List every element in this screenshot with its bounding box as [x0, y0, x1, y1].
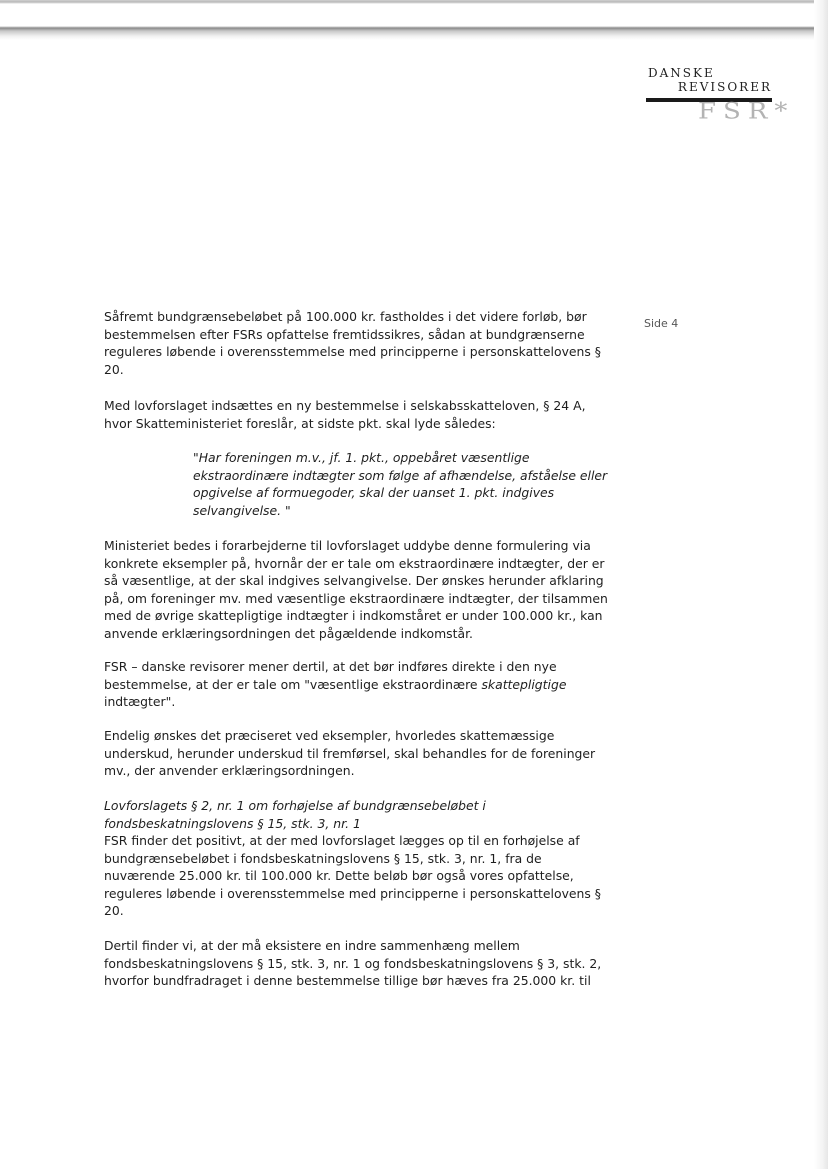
logo-line-revisorer: REVISORER: [677, 80, 772, 94]
logo-line-danske: DANSKE: [648, 66, 715, 80]
scan-top-edge: [0, 0, 828, 40]
paragraph-fsr-mener-text-a: FSR – danske revisorer mener dertil, at det bør indføres direkte i den nye bestemmelse, at der er tale om "væsentlige ekstraordinære: [104, 659, 557, 692]
paragraph-ministeriet: Ministeriet bedes i forarbejderne til lovforslaget uddybe denne formulering via konkrete eksempler på, hvornår der er tale om ekstraordinære indtægter, der er så væsentlige, at der skal indgives selvangivelse. Der ønskes herunder afklaring på, om foreninger mv. med væsentlige ekstraordinære indtægter, der tilsammen med de øvrige skattepligtige indtægter i indkomståret er under 100.000 kr., kan anvende erklæringsordningen det pågældende indkomstår.: [104, 538, 608, 641]
page-number: Side 4: [644, 317, 679, 330]
paragraph-selskabsskat: Med lovforslaget indsættes en ny bestemmelse i selskabsskatteloven, § 24 A, hvor Skatteministeriet foreslår, at sidste pkt. skal lyde således:: [104, 398, 586, 431]
section-heading: Lovforslagets § 2, nr. 1 om forhøjelse af bundgrænsebeløbet i fondsbeskatningslovens § 15, stk. 3, nr. 1: [104, 798, 486, 831]
paragraph-fsr-mener: [104, 658, 624, 711]
emphasis-skattepligtige: skattepligtige: [481, 676, 567, 692]
paragraph-underskud: Endelig ønskes det præciseret ved eksempler, hvorledes skattemæssige underskud, herunder underskud til fremførsel, skal behandles for de foreninger mv., der anvender erklæringsordningen.: [104, 728, 596, 778]
paragraph-dertil: Dertil finder vi, at der må eksistere en indre sammenhæng mellem fondsbeskatningslovens § 15, stk. 3, nr. 1 og fondsbeskatningslovens § 3, stk. 2, hvorfor bundfradraget i denne bestemmelse tillige bør hæves fra 25.000 kr. til: [104, 938, 602, 988]
paragraph-fsr-mener-text-b: indtægter".: [104, 694, 176, 709]
fsr-logo-mark: FSR*: [698, 99, 795, 125]
danske-revisorer-logo: [640, 66, 795, 132]
quoted-provision: "Har foreningen m.v., jf. 1. pkt., oppebåret væsentlige ekstraordinære indtægter som følge af afhændelse, afståelse eller opgivelse af formuegoder, skal der uanset 1. pkt. indgives selvangivelse. ": [193, 450, 608, 518]
paragraph-bundgraense: Såfremt bundgrænsebeløbet på 100.000 kr. fastholdes i det videre forløb, bør bestemmelsen efter FSRs opfattelse fremtidssikres, sådan at bundgrænserne reguleres løbende i overensstemmelse med principperne i personskattelovens § 20.: [104, 309, 601, 377]
paragraph-fondsbeskatning: FSR finder det positivt, at der med lovforslaget lægges op til en forhøjelse af bundgrænsebeløbet i fondsbeskatningslovens § 15, stk. 3, nr. 1, fra de nuværende 25.000 kr. til 100.000 kr. Dette beløb bør også vores opfattelse, reguleres løbende i overensstemmelse med principperne i personskattelovens § 20.: [104, 833, 601, 918]
scan-right-edge: [814, 0, 828, 1169]
